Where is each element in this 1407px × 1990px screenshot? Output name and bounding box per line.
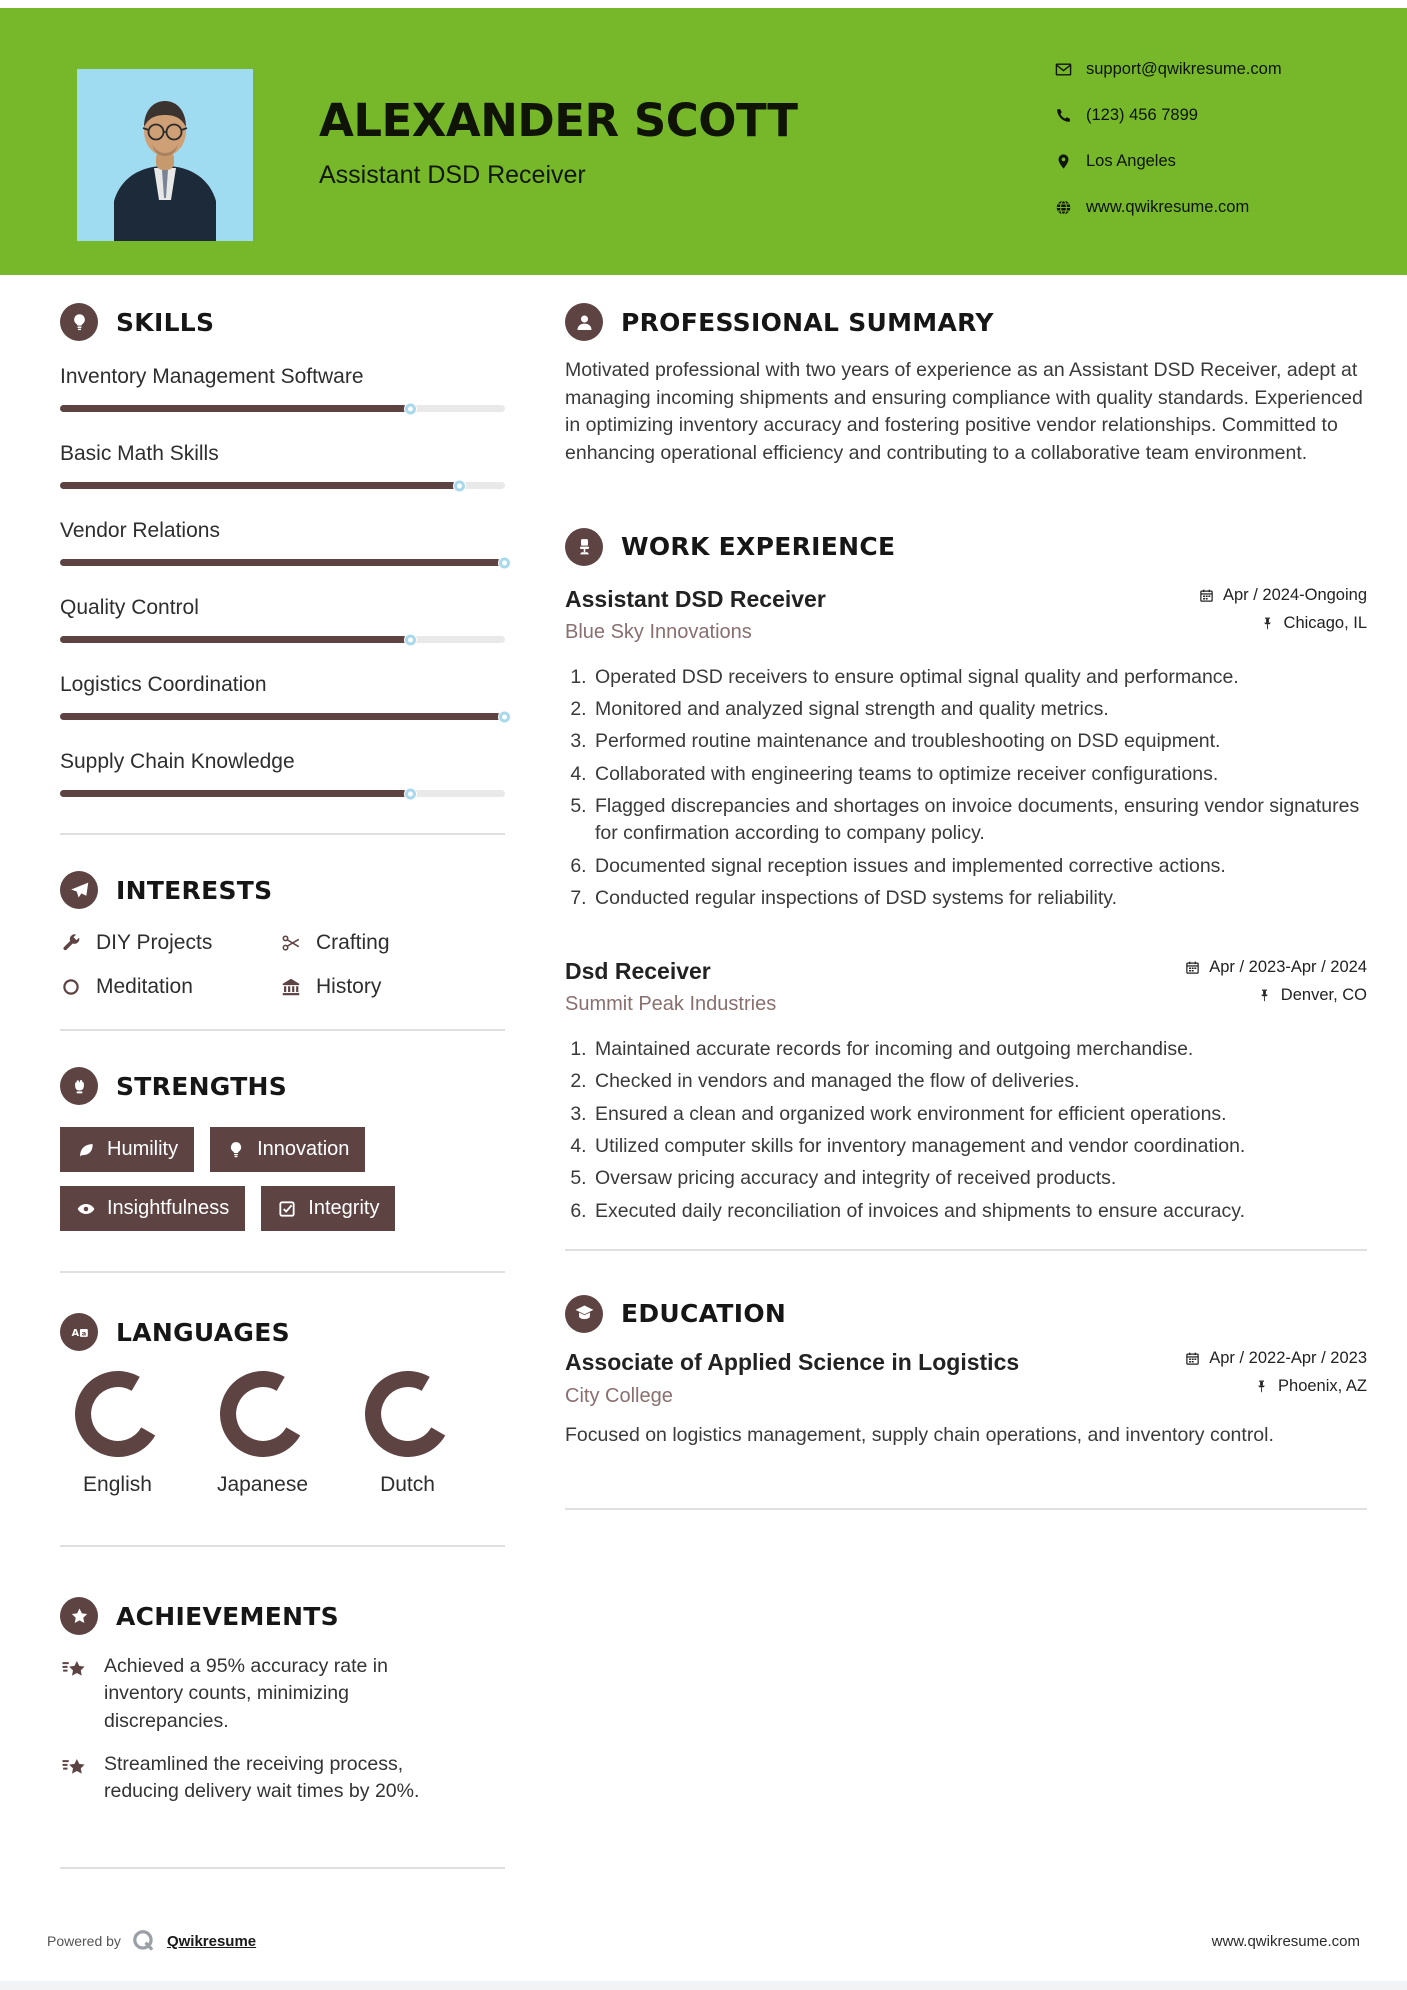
achievements-title: ACHIEVEMENTS (116, 1601, 339, 1631)
powered-by (47, 1928, 256, 1954)
job-bullet: 2. Monitored and analyzed signal strength and quality metrics. (592, 696, 1367, 723)
languages-heading (60, 1313, 505, 1351)
education-description: Focused on logistics management, supply chain operations, and inventory control. (565, 1423, 1274, 1446)
interest-label: DIY Projects (96, 931, 213, 954)
skill-label: Basic Math Skills (60, 442, 219, 465)
achievement-list (60, 1653, 505, 1805)
contact-phone (1055, 106, 1365, 125)
eye-icon (76, 1199, 96, 1219)
lightbulb-icon (60, 303, 98, 341)
scissors-icon (280, 932, 302, 954)
strength-badge (261, 1186, 395, 1231)
job-date (1185, 958, 1367, 977)
job-date-text: Apr / 2023-Apr / 2024 (1209, 958, 1367, 977)
language-label: Dutch (380, 1473, 435, 1496)
skill-label: Quality Control (60, 596, 199, 619)
education-date-text: Apr / 2022-Apr / 2023 (1209, 1348, 1367, 1367)
footer-site-url: www.qwikresume.com (1211, 1932, 1360, 1950)
job-date-text: Apr / 2024-Ongoing (1222, 585, 1367, 604)
achievement-item (60, 1751, 505, 1806)
skill-row (60, 365, 505, 412)
education-date (1185, 1349, 1367, 1368)
achievements-section (60, 1547, 505, 1869)
slider-knob (405, 634, 416, 645)
candidate-name: ALEXANDER SCOTT (319, 93, 798, 147)
sidebar (60, 275, 505, 1869)
museum-icon (280, 976, 302, 998)
job-title: Dsd Receiver (565, 958, 711, 985)
job-bullet: 3. Ensured a clean and organized work environment for efficient operations. (592, 1101, 1367, 1128)
job-meta (1199, 586, 1367, 644)
paper-plane-icon (60, 871, 98, 909)
interest-label: Crafting (316, 931, 390, 954)
strengths-title: STRENGTHS (116, 1071, 288, 1101)
job-bullet: 6. Documented signal reception issues and implemented corrective actions. (592, 853, 1367, 880)
education-heading (565, 1295, 1367, 1333)
skill-label: Supply Chain Knowledge (60, 750, 295, 773)
calendar-icon (1185, 1351, 1200, 1366)
strength-badge (210, 1127, 365, 1172)
education-degree: Associate of Applied Science in Logistics (565, 1348, 1020, 1375)
skill-bar (60, 713, 505, 720)
email-icon (1055, 61, 1072, 78)
contact-location (1055, 152, 1365, 171)
job-titles (565, 586, 826, 644)
education-school: City College (565, 1384, 673, 1407)
language-item (205, 1371, 320, 1497)
skill-bar (60, 482, 505, 489)
job-header (565, 586, 1367, 644)
powered-by-label: Powered by (47, 1933, 121, 1949)
interest-item (60, 931, 280, 955)
interest-label: History (316, 975, 382, 998)
contact-email (1055, 60, 1365, 79)
qwikresume-link[interactable]: Qwikresume (166, 1932, 257, 1950)
interests-heading (60, 871, 505, 909)
strength-label: Integrity (308, 1197, 380, 1219)
slider-knob (454, 480, 465, 491)
interest-label: Meditation (96, 975, 193, 998)
name-block (319, 94, 1055, 190)
language-arc (220, 1371, 306, 1457)
skill-label: Inventory Management Software (60, 365, 364, 388)
job-bullet-list (565, 664, 1367, 912)
education-meta (1185, 1349, 1367, 1408)
slider-knob (499, 711, 510, 722)
summary-section (565, 275, 1367, 468)
skill-bar (60, 559, 505, 566)
achievement-text: Achieved a 95% accuracy rate in inventory counts, minimizing discrepancies. (104, 1655, 388, 1732)
strength-badges (60, 1127, 505, 1231)
strength-label: Insightfulness (107, 1197, 230, 1219)
job-bullet: 5. Flagged discrepancies and shortages on invoice documents, ensuring vendor signatures for confirmation according to company policy. (592, 793, 1367, 848)
job-bullet: 4. Utilized computer skills for inventory management and vendor coordination. (592, 1133, 1367, 1160)
job-company: Blue Sky Innovations (565, 620, 752, 643)
job-titles (565, 958, 776, 1016)
fist-icon (60, 1067, 98, 1105)
job-meta (1185, 958, 1367, 1016)
footer (47, 1928, 1360, 1954)
interest-item (280, 975, 500, 999)
job-bullet: 2. Checked in vendors and managed the flow of deliveries. (592, 1068, 1367, 1095)
svg-text:a: a (81, 1328, 86, 1337)
work-title: WORK EXPERIENCE (621, 532, 896, 562)
job-bullet: 7. Conducted regular inspections of DSD systems for reliability. (592, 885, 1367, 912)
job-bullet: 4. Collaborated with engineering teams to optimize receiver configurations. (592, 761, 1367, 788)
main-column (565, 275, 1367, 1869)
education-header (565, 1349, 1367, 1408)
job-bullet: 5. Oversaw pricing accuracy and integrity of received products. (592, 1165, 1367, 1192)
work-section (565, 528, 1367, 1225)
slider-knob (405, 403, 416, 414)
interests-title: INTERESTS (116, 875, 273, 905)
strength-label: Innovation (257, 1138, 350, 1160)
job-location (1185, 986, 1367, 1005)
education-location (1185, 1377, 1367, 1396)
shooting-star-icon (60, 1753, 90, 1783)
achievement-item (60, 1653, 505, 1735)
skills-heading (60, 303, 505, 341)
interest-item (60, 975, 280, 999)
education-titles (565, 1349, 1019, 1408)
skill-row (60, 442, 505, 489)
language-arc (75, 1371, 161, 1457)
language-list (60, 1371, 505, 1497)
header (0, 8, 1407, 275)
job-location-text: Chicago, IL (1283, 613, 1367, 632)
office-chair-icon (565, 528, 603, 566)
skill-bar (60, 790, 505, 797)
contact-location-text: Los Angeles (1086, 152, 1176, 170)
achievements-heading (60, 1597, 505, 1635)
strength-label: Humility (107, 1138, 179, 1160)
skill-row (60, 596, 505, 643)
page-bottom-edge (0, 1981, 1407, 1990)
interests-section (60, 835, 505, 1031)
translate-icon (60, 1313, 98, 1351)
slider-knob (499, 557, 510, 568)
checkbox-icon (277, 1199, 297, 1219)
strength-badge (60, 1186, 245, 1231)
language-arc (365, 1371, 451, 1457)
globe-icon (1055, 199, 1072, 216)
summary-text: Motivated professional with two years of experience as an Assistant DSD Receiver, adept at managing incoming shipments and ensuring compliance with quality standards. Experienced in optimizing inventory accuracy and fostering positive vendor relationships. Committed to enhancing operational efficiency and contributing to a collaborative team environment. (565, 359, 1363, 465)
location-icon (1055, 153, 1072, 170)
skill-row (60, 519, 505, 566)
job-title: Assistant DSD Receiver (565, 585, 826, 612)
phone-icon (1055, 107, 1072, 124)
skills-title: SKILLS (116, 307, 215, 337)
strengths-heading (60, 1067, 505, 1105)
achievement-text: Streamlined the receiving process, reducing delivery wait times by 20%. (104, 1752, 420, 1803)
pushpin-icon (1260, 616, 1275, 631)
education-section (565, 1249, 1367, 1510)
pushpin-icon (1254, 1379, 1269, 1394)
contact-list (1055, 60, 1365, 217)
work-heading (565, 528, 1367, 566)
job-bullet: 1. Operated DSD receivers to ensure optimal signal quality and performance. (592, 664, 1367, 691)
job-header (565, 958, 1367, 1016)
language-label: English (83, 1473, 152, 1496)
skills-section (60, 275, 505, 835)
graduation-cap-icon (565, 1295, 603, 1333)
skill-bar (60, 636, 505, 643)
skill-bar (60, 405, 505, 412)
language-label: Japanese (216, 1473, 309, 1496)
star-icon (60, 1597, 98, 1635)
pushpin-icon (1257, 988, 1272, 1003)
job-company: Summit Peak Industries (565, 993, 777, 1016)
qwikresume-logo-icon (131, 1928, 157, 1954)
calendar-icon (1199, 588, 1214, 603)
job-bullet: 3. Performed routine maintenance and troubleshooting on DSD equipment. (592, 728, 1367, 755)
profile-photo-illustration (77, 69, 253, 241)
wrench-icon (60, 932, 82, 954)
job-location (1199, 614, 1367, 633)
education-location-text: Phoenix, AZ (1278, 1376, 1367, 1395)
job-bullet-list (565, 1036, 1367, 1225)
contact-website (1055, 198, 1365, 217)
contact-phone-text: (123) 456 7899 (1086, 106, 1198, 124)
candidate-title: Assistant DSD Receiver (319, 160, 586, 189)
job-location-text: Denver, CO (1280, 986, 1367, 1005)
calendar-icon (1185, 960, 1200, 975)
content (0, 275, 1407, 1869)
profile-photo (77, 69, 253, 241)
skill-row (60, 750, 505, 797)
skill-row (60, 673, 505, 720)
contact-website-text: www.qwikresume.com (1086, 198, 1250, 216)
language-item (350, 1371, 465, 1497)
slider-knob (405, 788, 416, 799)
strengths-section (60, 1031, 505, 1273)
shooting-star-icon (60, 1655, 90, 1685)
job-entry (565, 586, 1367, 912)
job-bullet: 1. Maintained accurate records for incoming and outgoing merchandise. (592, 1036, 1367, 1063)
interest-list (60, 931, 505, 999)
summary-title: PROFESSIONAL SUMMARY (621, 307, 994, 337)
circle-icon (60, 976, 82, 998)
skill-label: Vendor Relations (60, 519, 220, 542)
bulb-icon (226, 1140, 246, 1160)
job-entry (565, 958, 1367, 1225)
leaf-icon (76, 1140, 96, 1160)
languages-title: LANGUAGES (116, 1317, 290, 1347)
svg-text:A: A (71, 1327, 79, 1339)
contact-email-text: support@qwikresume.com (1086, 60, 1282, 78)
education-title: EDUCATION (621, 1299, 787, 1329)
languages-section (60, 1273, 505, 1547)
person-icon (565, 303, 603, 341)
summary-heading (565, 303, 1367, 341)
language-item (60, 1371, 175, 1497)
skill-label: Logistics Coordination (60, 673, 267, 696)
job-bullet: 6. Executed daily reconciliation of invoices and shipments to ensure accuracy. (592, 1198, 1367, 1225)
strength-badge (60, 1127, 194, 1172)
interest-item (280, 931, 500, 955)
job-date (1199, 586, 1367, 605)
